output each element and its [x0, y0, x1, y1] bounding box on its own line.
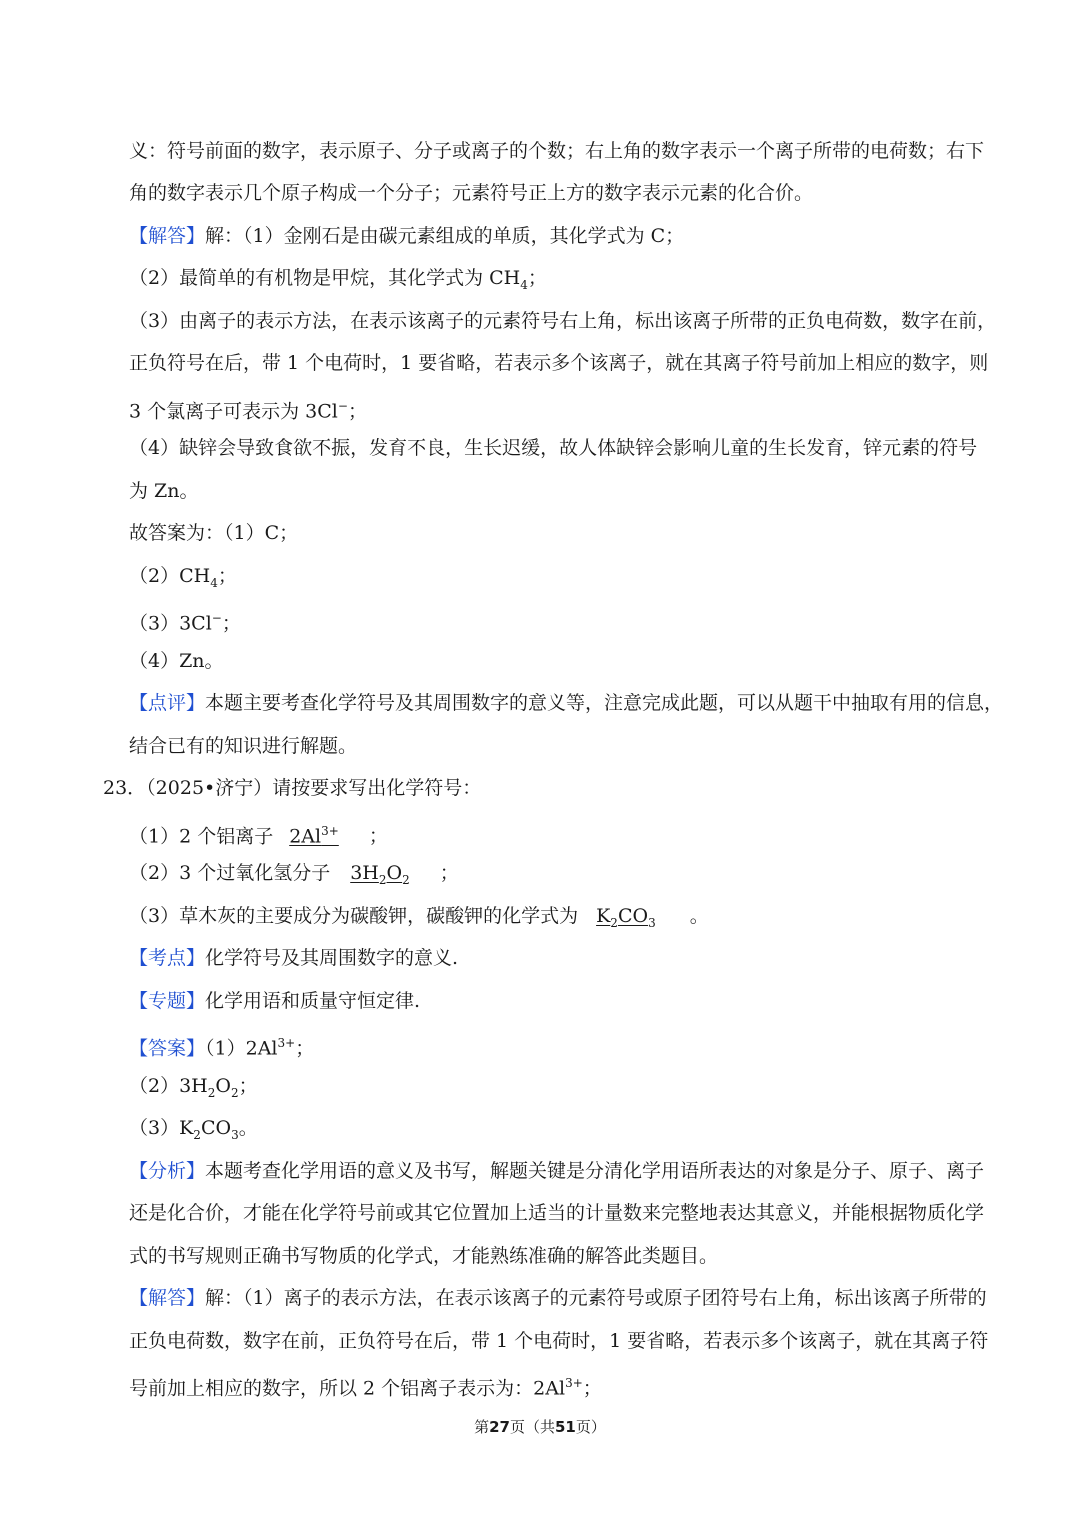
answer-blank: $2Al^{3+}$	[289, 824, 339, 848]
question-23-part-2: （2）3 个过氧化氢分子 $3H_2O_2$ ；	[129, 861, 459, 892]
text-line: （2）最简单的有机物是甲烷，其化学式为 $CH_4$；	[129, 267, 547, 292]
answer-tag: 【解答】	[129, 225, 206, 247]
comment-line: 【点评】本题主要考查化学符号及其周围数字的意义等，注意完成此题，可以从题干中抽取有用的信息，	[129, 692, 1004, 714]
text-line: 为 Zn。	[129, 480, 199, 502]
question-23-part-1: （1）2 个铝离子 $2Al^{3+}$ ；	[129, 819, 388, 848]
text-line: 故答案为：（1）C；	[129, 522, 299, 544]
page-total: 51	[555, 1418, 576, 1436]
text-line: 角的数字表示几个原子构成一个分子；元素符号正上方的数字表示元素的化合价。	[129, 182, 814, 204]
question-23-part-3: （3）草木灰的主要成分为碳酸钾，碳酸钾的化学式为 $K_2CO_3$ 。	[129, 904, 709, 935]
text-line: $(3)K_2CO_3$。	[129, 1117, 258, 1142]
text-line: （4）Zn。	[129, 650, 224, 672]
text-line: $(2)CH_4$；	[129, 565, 237, 590]
answer-blank: $3H_2O_2$	[350, 862, 410, 887]
subject-tag: 【专题】	[129, 990, 206, 1012]
text-line: 式的书写规则正确书写物质的化学式，才能熟练准确的解答此类题目。	[129, 1245, 719, 1267]
analysis-tag: 【分析】	[129, 1160, 206, 1182]
answer-key-tag: 【答案】	[129, 1037, 206, 1060]
text-line: （3）由离子的表示方法，在表示该离子的元素符号右上角，标出该离子所带的正负电荷数，数字在前，	[129, 310, 997, 332]
page-footer: 第27页（共51页）	[474, 1418, 606, 1436]
answer-line: 【解答】解：（1）金刚石是由碳元素组成的单质，其化学式为 C；	[129, 225, 685, 247]
text-line: （3）3Cl−；	[129, 611, 241, 635]
text-line: 3 个氯离子可表示为 3Cl−；	[129, 399, 367, 423]
text-line: 正负电荷数，数字在前，正负符号在后，带 1 个电荷时，1 要省略，若表示多个该离子，就在其离子符	[129, 1330, 989, 1352]
text-line: $(2)3H_2O_2$；	[129, 1075, 258, 1100]
comment-tag: 【点评】	[129, 692, 206, 714]
topic-line: 【考点】化学符号及其周围数字的意义.	[129, 947, 459, 969]
answer-key-line: 【答案】$(1)2Al^{3+}$；	[129, 1036, 315, 1060]
page-number: 27	[489, 1418, 510, 1436]
subject-line: 【专题】化学用语和质量守恒定律.	[129, 990, 421, 1012]
text-line: 义：符号前面的数字，表示原子、分子或离子的个数；右上角的数字表示一个离子所带的电荷数；右下	[129, 140, 985, 162]
answer-blank: $K_2CO_3$	[596, 905, 656, 930]
topic-tag: 【考点】	[129, 947, 206, 969]
answer-tag: 【解答】	[129, 1287, 206, 1309]
answer-line: 【解答】解：（1）离子的表示方法，在表示该离子的元素符号或原子团符号右上角，标出该离子所带的	[129, 1287, 987, 1309]
text-line: 号前加上相应的数字，所以 2 个铝离子表示为：$2Al^{3+}$；	[129, 1376, 602, 1400]
text-line: 正负符号在后，带 1 个电荷时，1 要省略，若表示多个该离子，就在其离子符号前加上相应的数字，则	[129, 352, 989, 374]
analysis-line: 【分析】本题考查化学用语的意义及书写，解题关键是分清化学用语所表达的对象是分子、原子、离子	[129, 1160, 985, 1182]
text-line: 结合已有的知识进行解题。	[129, 735, 358, 757]
text-line: （4）缺锌会导致食欲不振，发育不良，生长迟缓，故人体缺锌会影响儿童的生长发育，锌元素的符号	[129, 437, 978, 459]
text-line: 还是化合价，才能在化学符号前或其它位置加上适当的计量数来完整地表达其意义，并能根据物质化学	[129, 1202, 985, 1224]
question-23-stem: 23．（2025•济宁）请按要求写出化学符号：	[103, 777, 482, 799]
